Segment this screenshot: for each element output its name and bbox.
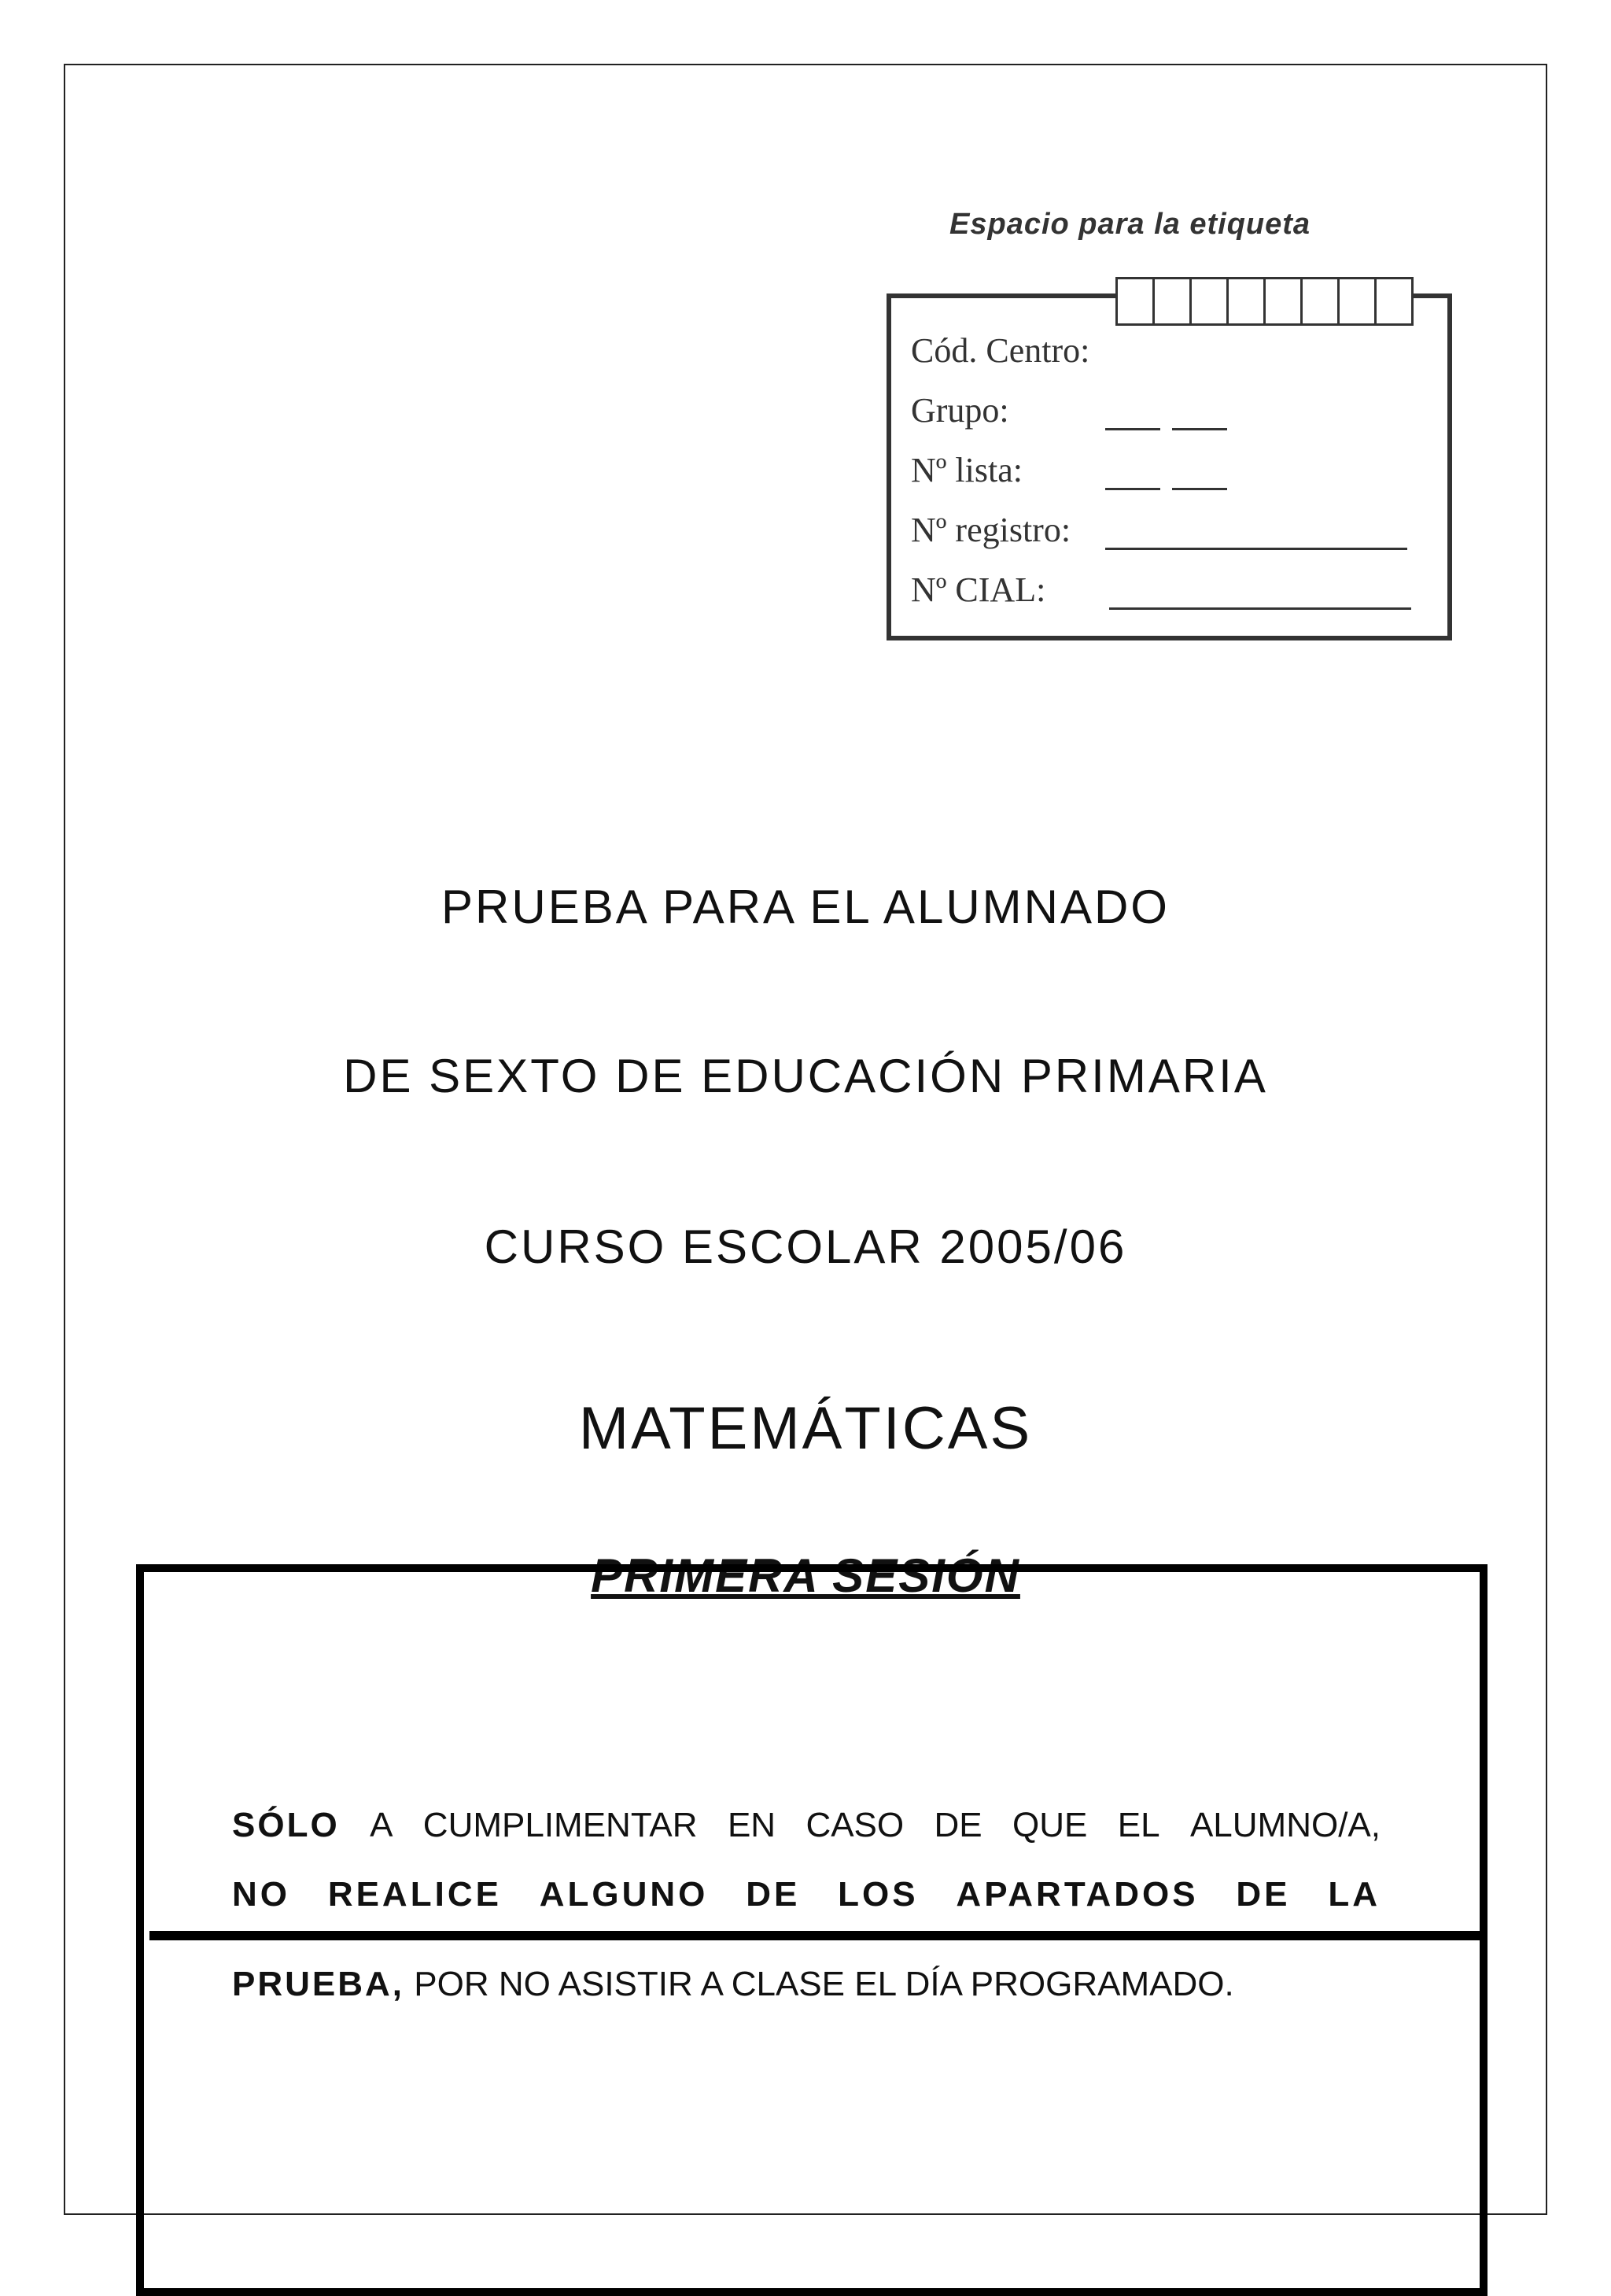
- notice-word: APARTADOS: [956, 1875, 1199, 1914]
- notice-word: DE: [746, 1875, 801, 1914]
- code-cell: [1374, 277, 1414, 326]
- notice-word: NO: [232, 1875, 290, 1914]
- notice-word: CASO: [806, 1806, 905, 1844]
- code-cell: [1263, 277, 1303, 326]
- code-cell: [1152, 277, 1192, 326]
- registro-blank: [1105, 548, 1407, 550]
- notice-word: ALUMNO/A,: [1189, 1806, 1381, 1844]
- grupo-blank-2: [1172, 428, 1227, 430]
- notice-divider: [149, 1931, 1480, 1940]
- notice-word: SÓLO: [232, 1806, 340, 1844]
- notice-word: DE: [934, 1806, 982, 1844]
- field-lista-label: Nº lista:: [911, 451, 1023, 489]
- title-line-2: DE SEXTO DE EDUCACIÓN PRIMARIA: [343, 1050, 1268, 1102]
- notice-word: ALGUNO: [539, 1875, 709, 1914]
- grupo-blank-1: [1105, 428, 1160, 430]
- subject-title: MATEMÁTICAS: [578, 1395, 1033, 1462]
- notice-line-3: [232, 1965, 1381, 2004]
- code-cell: [1300, 277, 1340, 326]
- code-cell: [1115, 277, 1155, 326]
- notice-word: LA: [1328, 1875, 1381, 1914]
- notice-word: EN: [727, 1806, 776, 1844]
- notice-bold-word: PRUEBA,: [232, 1965, 405, 2003]
- notice-word: LOS: [838, 1875, 919, 1914]
- notice-word: A: [370, 1806, 393, 1844]
- cial-blank: [1109, 607, 1411, 610]
- label-caption: Espacio para la etiqueta: [949, 208, 1311, 241]
- field-registro-label: Nº registro:: [911, 511, 1071, 549]
- code-cell: [1189, 277, 1229, 326]
- notice-line-2: [232, 1875, 1381, 1914]
- title-line-1: PRUEBA PARA EL ALUMNADO: [441, 880, 1170, 933]
- code-cell: [1337, 277, 1377, 326]
- notice-line-1: [232, 1806, 1381, 1845]
- notice-word: DE: [1236, 1875, 1291, 1914]
- notice-word: QUE: [1012, 1806, 1088, 1844]
- title-line-3: CURSO ESCOLAR 2005/06: [484, 1220, 1127, 1273]
- code-cell: [1226, 277, 1266, 326]
- center-code-cells: [1115, 277, 1414, 326]
- notice-rest: POR NO ASISTIR A CLASE EL DÍA PROGRAMADO.: [404, 1965, 1234, 2003]
- lista-blank-1: [1105, 488, 1160, 490]
- field-grupo-label: Grupo:: [911, 391, 1009, 430]
- notice-box: [136, 1564, 1488, 2296]
- notice-word: REALICE: [327, 1875, 502, 1914]
- notice-word: EL: [1117, 1806, 1160, 1844]
- field-cial-label: Nº CIAL:: [911, 570, 1046, 609]
- notice-word: CUMPLIMENTAR: [422, 1806, 698, 1844]
- field-centro-label: Cód. Centro:: [911, 331, 1090, 370]
- session-title: PRIMERA SESIÓN: [591, 1549, 1020, 1602]
- lista-blank-2: [1172, 488, 1227, 490]
